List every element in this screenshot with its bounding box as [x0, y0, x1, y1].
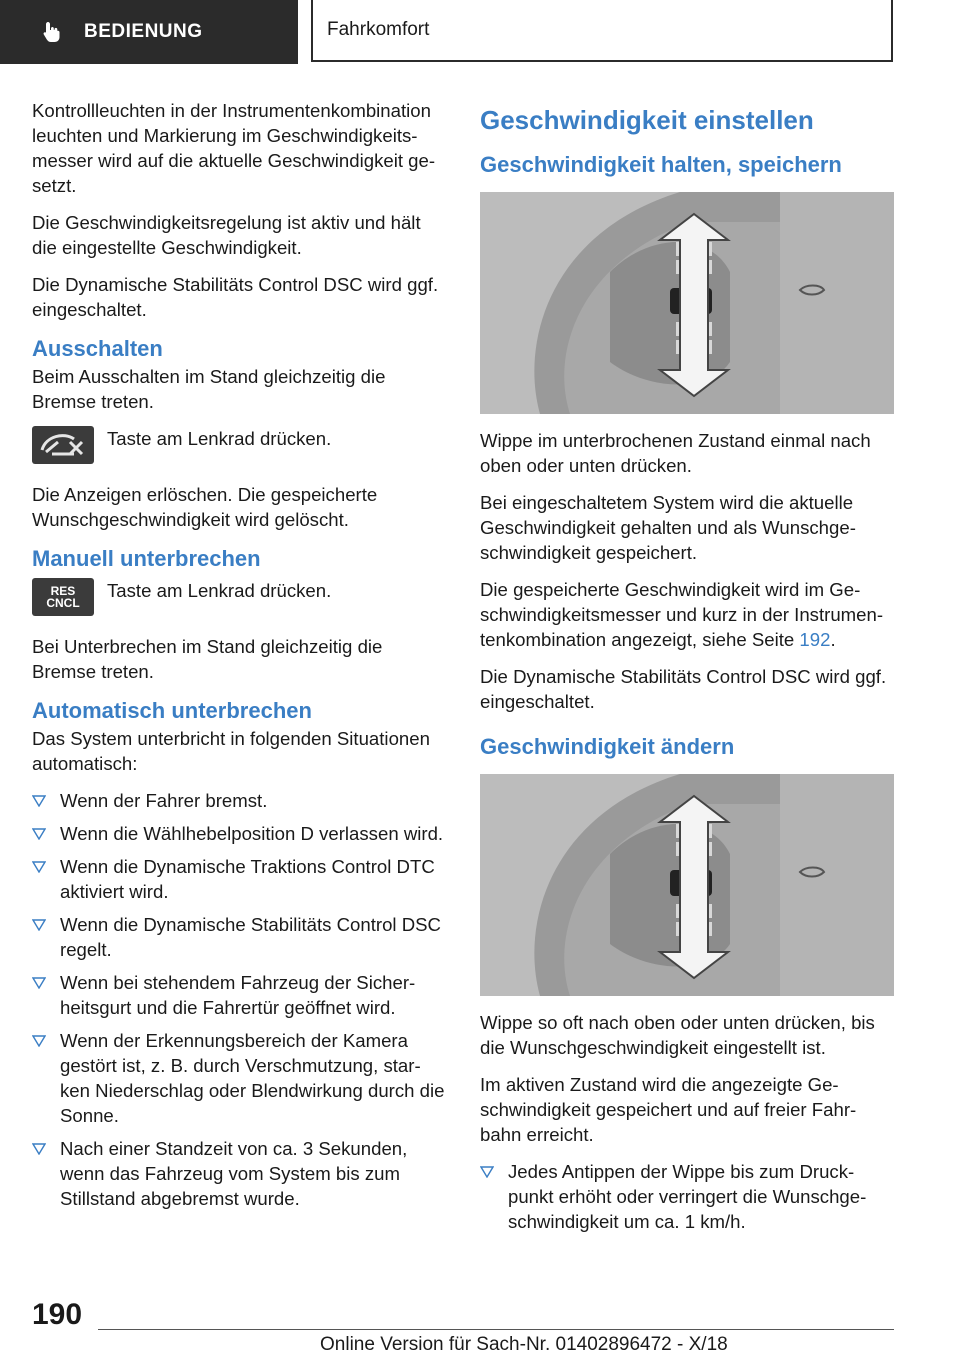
aendern-paragraph-2: Im aktiven Zustand wird die angezeigte Ge-schwindigkeit gespeichert und auf freier Fahr-bahn erreicht.: [480, 1074, 857, 1145]
halten-paragraph-3: Die gespeicherte Geschwindigkeit wird im Ge-schwindigkeitsmesser und kurz in der Instrumen-tenkombination angezeigt, siehe Seite 192.: [480, 579, 884, 650]
triangle-bullet-icon: [32, 1143, 46, 1155]
page-link-192[interactable]: 192: [799, 629, 831, 650]
section-tab-label: BEDIENUNG: [84, 21, 203, 42]
heading-geschwindigkeit-einstellen: Geschwindigkeit einstellen: [480, 105, 814, 135]
heading-automatisch-unterbrechen: Automatisch unterbrechen: [32, 698, 312, 723]
heading-ausschalten: Ausschalten: [32, 336, 163, 361]
list-item: Jedes Antippen der Wippe bis zum Druck-punkt erhöht oder verringert die Wunschge-schwindigkeit um ca. 1 km/h.: [480, 1159, 894, 1234]
cncl-label: CNCL: [46, 596, 80, 610]
section-tab: [0, 0, 298, 64]
list-item: Wenn die Dynamische Stabilitäts Control DSC regelt.: [32, 912, 446, 962]
subsection-header: [311, 0, 893, 62]
halten-paragraph-2: Bei eingeschaltetem System wird die aktuelle Geschwindigkeit gehalten und als Wunschge-schwindigkeit gespeichert.: [480, 492, 856, 563]
halten-paragraph-1: Wippe im unterbrochenen Zustand einmal nach oben oder unten drücken.: [480, 430, 871, 476]
left-column: [32, 98, 446, 1219]
res-label: RES: [50, 584, 76, 598]
triangle-bullet-icon: [32, 919, 46, 931]
right-column: [480, 98, 894, 1242]
page-number: 190: [32, 1298, 83, 1331]
hand-pointer-icon: [40, 20, 64, 44]
subsection-title: Fahrkomfort: [327, 19, 430, 40]
list-item: Wenn bei stehendem Fahrzeug der Sicher-heitsgurt und die Fahrertür geöffnet wird.: [32, 970, 446, 1020]
triangle-bullet-icon: [32, 977, 46, 989]
triangle-bullet-icon: [32, 795, 46, 807]
triangle-bullet-icon: [32, 861, 46, 873]
footer-divider: [98, 1329, 894, 1330]
heading-geschwindigkeit-halten: Geschwindigkeit halten, speichern: [480, 152, 842, 177]
steering-wheel-rocker-image-2: [480, 774, 894, 996]
manuell-paragraph-1: Bei Unterbrechen im Stand gleichzeitig die Bremse treten.: [32, 636, 383, 682]
heading-geschwindigkeit-aendern: Geschwindigkeit ändern: [480, 734, 735, 759]
list-item: Wenn der Fahrer bremst.: [32, 788, 446, 813]
triangle-bullet-icon: [480, 1166, 494, 1178]
steering-wheel-rocker-image-1: [480, 192, 894, 414]
footer-online-version: Online Version für Sach-Nr. 01402896472 - X/18: [320, 1334, 728, 1355]
heading-manuell-unterbrechen: Manuell unterbrechen: [32, 546, 261, 571]
triangle-bullet-icon: [32, 1035, 46, 1047]
intro-paragraph-2: Die Geschwindigkeitsregelung ist aktiv und hält die eingestellte Geschwindigkeit.: [32, 212, 421, 258]
list-item: Wenn die Dynamische Traktions Control DTC aktiviert wird.: [32, 854, 446, 904]
ausschalten-paragraph-1: Beim Ausschalten im Stand gleichzeitig die Bremse treten.: [32, 366, 386, 412]
automatisch-list: [32, 788, 446, 1211]
res-cncl-button-icon: [32, 578, 94, 616]
intro-paragraph-1: Kontrollleuchten in der Instrumentenkombination leuchten und Markierung im Geschwindigkeits-messer wird auf die aktuelle Geschwindigkeit ge-setzt.: [32, 100, 436, 196]
ausschalten-paragraph-2: Die Anzeigen erlöschen. Die gespeicherte Wunschgeschwindigkeit wird gelöscht.: [32, 484, 378, 530]
aendern-paragraph-1: Wippe so oft nach oben oder unten drücken, bis die Wunschgeschwindigkeit eingestellt ist.: [480, 1012, 875, 1058]
automatisch-paragraph-1: Das System unterbricht in folgenden Situationen automatisch:: [32, 728, 430, 774]
halten-paragraph-4: Die Dynamische Stabilitäts Control DSC wird ggf. eingeschaltet.: [480, 666, 887, 712]
triangle-bullet-icon: [32, 828, 46, 840]
ausschalten-key-text: Taste am Lenkrad drücken.: [107, 428, 332, 449]
cruise-control-off-icon: [32, 426, 94, 464]
list-item: Wenn die Wählhebelposition D verlassen wird.: [32, 821, 446, 846]
manuell-key-row: [32, 578, 446, 616]
manuell-key-text: Taste am Lenkrad drücken.: [107, 580, 332, 601]
ausschalten-key-row: [32, 426, 446, 464]
intro-paragraph-3: Die Dynamische Stabilitäts Control DSC wird ggf. eingeschaltet.: [32, 274, 439, 320]
list-item: Nach einer Standzeit von ca. 3 Sekunden, wenn das Fahrzeug vom System bis zum Stillstand abgebremst wurde.: [32, 1136, 446, 1211]
aendern-list: [480, 1159, 894, 1234]
list-item: Wenn der Erkennungsbereich der Kamera gestört ist, z. B. durch Verschmutzung, star-ken Niederschlag oder Blendwirkung durch die Sonne.: [32, 1028, 446, 1128]
